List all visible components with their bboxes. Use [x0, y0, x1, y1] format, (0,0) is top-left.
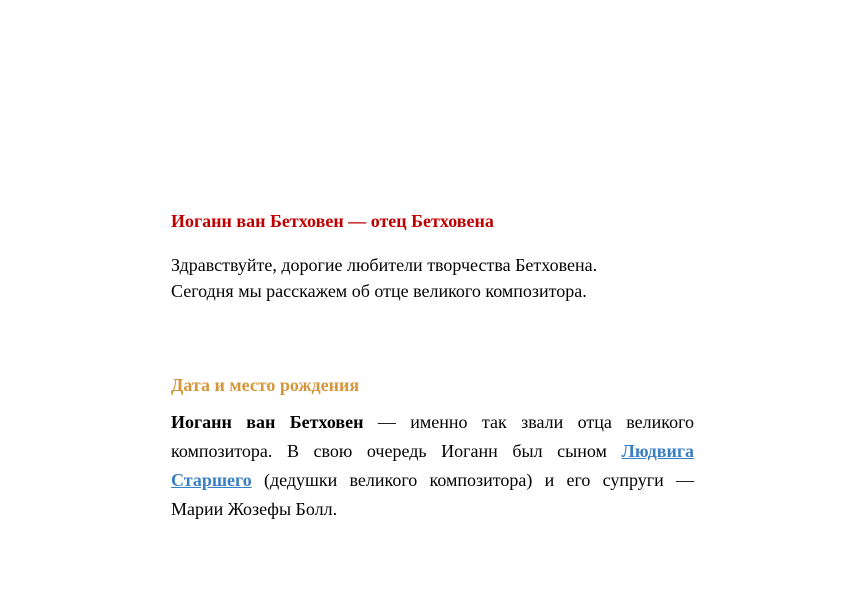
bold-name: Иоганн ван Бетховен: [171, 412, 364, 432]
intro-paragraph: [171, 252, 694, 304]
paragraph-text-1: — именно так звали отца великого композитора. В свою очередь Иоганн был сыном: [171, 412, 694, 461]
intro-line-2: Сегодня мы расскажем об отце великого композитора.: [171, 281, 587, 301]
body-paragraph: [171, 408, 694, 524]
page-title: Иоганн ван Бетховен — отец Бетховена: [171, 211, 494, 231]
section-heading-birth: Дата и место рождения: [171, 375, 360, 395]
document-content: [171, 208, 694, 524]
ludwig-senior-link[interactable]: Людвига Старшего: [171, 441, 694, 490]
paragraph-text-2: (дедушки великого композитора) и его супруги — Марии Жозефы Болл.: [171, 470, 694, 519]
intro-line-1: Здравствуйте, дорогие любители творчества Бетховена.: [171, 255, 598, 275]
